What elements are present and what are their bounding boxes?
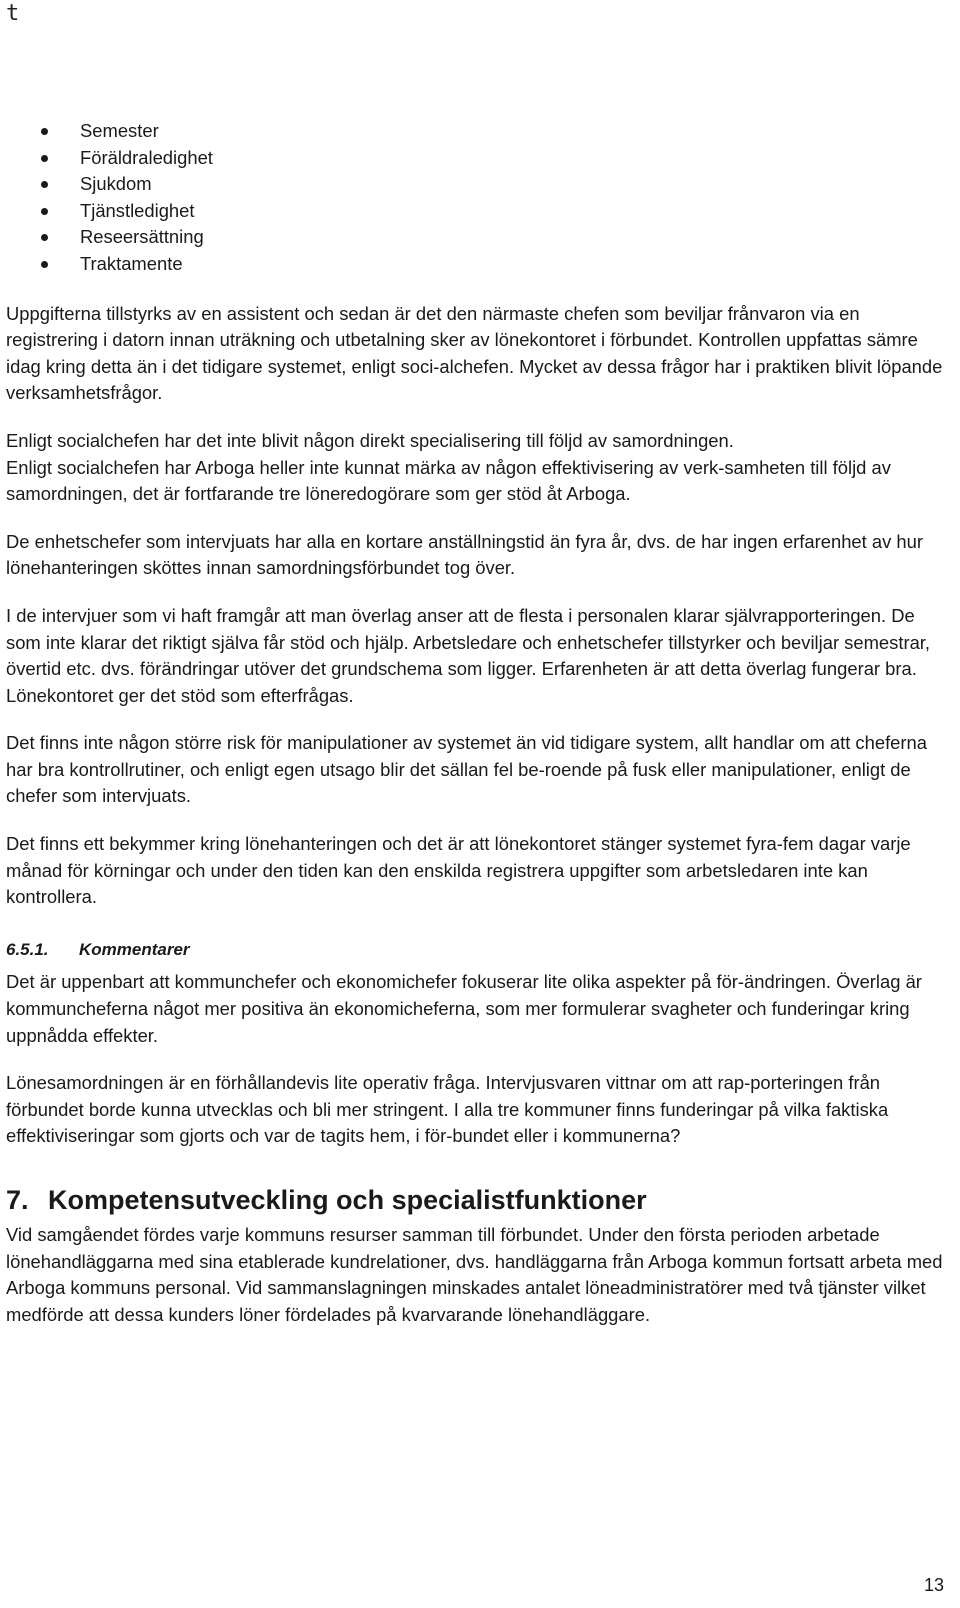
paragraph: De enhetschefer som intervjuats har alla en kortare anställningstid än fyra år, dvs. de har ingen erfarenhet av hur lönehanteringen sköttes innan samordningsförbundet tog över.: [6, 530, 923, 579]
section-heading: [6, 1183, 954, 1217]
paragraph: Det finns ett bekymmer kring lönehanteringen och det är att lönekontoret stänger systemet fyra-fem dagar varje månad för körningar och under den tiden kan den enskilda registrera uppgifter som arbetsledaren inte kan kontrollera.: [6, 833, 911, 908]
paragraph: Uppgifterna tillstyrks av en assistent och sedan är det den närmaste chefen som beviljar frånvaron via en registrering i datorn innan uträkning och utbetalning sker av lönekontoret i förbundet. Kontrollen uppfattas sämre idag kring detta än i det tidigare systemet, enligt soci-alchefen. Mycket av dessa frågor har i praktiken blivit löpande verksamhetsfrågor.: [6, 302, 943, 404]
bullet-icon: [41, 155, 48, 162]
paragraph: Lönesamordningen är en förhållandevis lite operativ fråga. Intervjusvaren vittnar om att rap-porteringen från förbundet borde kunna utvecklas och bli mer stringent. I alla tre kommuner finns funderingar på vilka faktiska effektiviseringar som gjorts och var de tagits hem, i för-bundet eller i kommunerna?: [6, 1072, 889, 1147]
list-item: Tjänstledighet: [6, 198, 954, 225]
paragraph: Det är uppenbart att kommunchefer och ekonomichefer fokuserar lite olika aspekter på för-ändringen. Överlag är kommuncheferna något mer positiva än ekonomicheferna, som mer formulerar svagheter och funderingar kring uppnådda effekter.: [6, 971, 922, 1046]
subsection-number: 6.5.1.: [6, 939, 49, 959]
paragraph: I de intervjuer som vi haft framgår att man överlag anser att de flesta i personalen klarar självrapporteringen. De som inte klarar det riktigt själva får stöd och hjälp. Arbetsledare och enhetschefer tillstyrker och beviljar semestrar, övertid etc. dvs. förändringar utöver det grundschema som ligger. Erfarenheten är att detta överlag fungerar bra. Lönekontoret ger det stöd som efterfrågas.: [6, 604, 931, 706]
page-number: 13: [923, 1575, 944, 1595]
list-item: Semester: [6, 118, 954, 145]
document-body: [6, 118, 954, 1349]
subsection-title: Kommentarer: [79, 939, 190, 959]
paragraph: Enligt socialchefen har det inte blivit någon direkt specialisering till följd av samordningen.: [6, 429, 734, 451]
bullet-icon: [41, 128, 48, 135]
section-number: 7.: [6, 1185, 29, 1215]
list-item: Traktamente: [6, 251, 954, 278]
paragraph: Det finns inte någon större risk för manipulationer av systemet än vid tidigare system, allt handlar om att cheferna har bra kontrollrutiner, och enligt egen utsago blir det sällan fel be-roende på fusk eller manipulationer, enligt de chefer som intervjuats.: [6, 732, 927, 807]
bullet-icon: [41, 261, 48, 268]
list-item: Föräldraledighet: [6, 145, 954, 172]
section-title: Kompetensutveckling och specialistfunktioner: [48, 1185, 647, 1215]
corner-mark: t: [6, 1, 20, 26]
paragraph: Vid samgåendet fördes varje kommuns resurser samman till förbundet. Under den första perioden arbetade lönehandläggarna med sina etablerade kundrelationer, dvs. handläggarna från Arboga kommun fortsatt arbeta med Arboga kommuns personal. Vid sammanslagningen minskades antalet löneadministratörer med två tjänster vilket medförde att dessa kunders löner fördelades på kvarvarande lönehandläggare.: [6, 1224, 943, 1325]
bullet-icon: [41, 181, 48, 188]
list-item: Sjukdom: [6, 171, 954, 198]
bullet-icon: [41, 234, 48, 241]
bullet-icon: [41, 208, 48, 215]
list-item: Reseersättning: [6, 224, 954, 251]
subsection-heading: [6, 937, 954, 964]
absence-type-list: [6, 118, 954, 278]
paragraph: Enligt socialchefen har Arboga heller inte kunnat märka av någon effektivisering av verk-samheten till följd av samordningen, det är fortfarande tre löneredogörare som ger stöd åt Arboga.: [6, 456, 891, 505]
